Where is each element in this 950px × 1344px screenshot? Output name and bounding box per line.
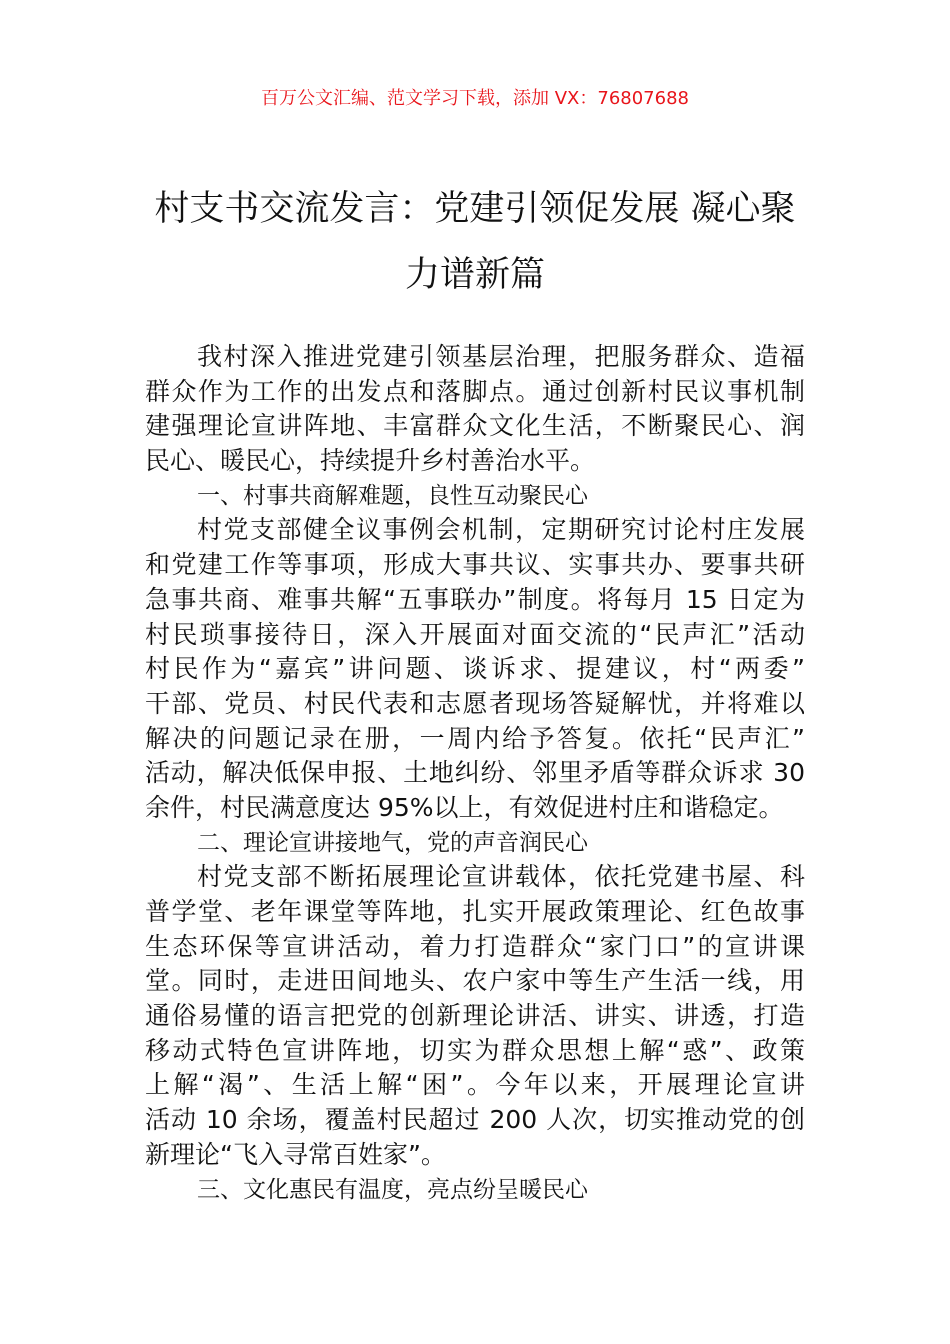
paragraph-line: 通俗易懂的语言把党的创新理论讲活、讲实、讲透，打造 bbox=[145, 1001, 805, 1031]
paragraph-line: 普学堂、老年课堂等阵地，扎实开展政策理论、红色故事 bbox=[145, 897, 805, 926]
document-body bbox=[145, 340, 805, 1207]
paragraph-line: 堂。同时，走进田间地头、农户家中等生产生活一线，用 bbox=[145, 966, 805, 996]
paragraph-line: 建强理论宣讲阵地、丰富群众文化生活，不断聚民心、润 bbox=[145, 411, 805, 441]
document-title bbox=[140, 176, 810, 308]
section-heading: 二、理论宣讲接地气，党的声音润民心 bbox=[197, 829, 588, 856]
paragraph-line: 上解“渴”、生活上解“困”。今年以来，开展理论宣讲 bbox=[145, 1070, 805, 1100]
paragraph-line: 村党支部不断拓展理论宣讲载体，依托党建书屋、科 bbox=[197, 862, 805, 892]
paragraph-line: 急事共商、难事共解“五事联办”制度。将每月 15 日定为 bbox=[145, 584, 805, 614]
paragraph-line: 民心、暖民心，持续提升乡村善治水平。 bbox=[145, 446, 596, 476]
paragraph-line: 村党支部健全议事例会机制，定期研究讨论村庄发展 bbox=[197, 515, 805, 545]
section-heading: 三、文化惠民有温度，亮点纷呈暖民心 bbox=[197, 1176, 588, 1203]
paragraph-line: 新理论“飞入寻常百姓家”。 bbox=[145, 1139, 446, 1169]
paragraph-line: 余件，村民满意度达 95%以上，有效促进村庄和谐稳定。 bbox=[145, 792, 784, 822]
paragraph bbox=[145, 860, 805, 1172]
paragraph-line: 干部、党员、村民代表和志愿者现场答疑解忧，并将难以 bbox=[145, 688, 805, 718]
paragraph-line: 我村深入推进党建引领基层治理，把服务群众、造福 bbox=[197, 342, 805, 371]
paragraph-line: 村民作为“嘉宾”讲问题、谈诉求、提建议，村“两委” bbox=[145, 654, 805, 684]
paragraph-line: 群众作为工作的出发点和落脚点。通过创新村民议事机制 bbox=[145, 376, 805, 406]
section-heading: 一、村事共商解难题，良性互动聚民心 bbox=[197, 482, 588, 509]
paragraph-line: 村民琐事接待日，深入开展面对面交流的“民声汇”活动 bbox=[145, 619, 805, 649]
title-line: 力谱新篇 bbox=[404, 255, 545, 295]
paragraph-line: 移动式特色宣讲阵地，切实为群众思想上解“惑”、政策 bbox=[145, 1035, 805, 1065]
watermark-banner: 百万公文汇编、范文学习下载，添加 VX：76807688 bbox=[261, 88, 689, 109]
title-line: 村支书交流发言：党建引领促发展 凝心聚 bbox=[154, 189, 796, 229]
paragraph-line: 生态环保等宣讲活动，着力打造群众“家门口”的宣讲课 bbox=[145, 931, 805, 961]
paragraph-line: 和党建工作等事项，形成大事共议、实事共办、要事共研 bbox=[145, 550, 805, 580]
paragraph bbox=[145, 340, 805, 479]
paragraph-line: 活动 10 余场，覆盖村民超过 200 人次，切实推动党的创 bbox=[145, 1105, 805, 1135]
paragraph bbox=[145, 513, 805, 825]
paragraph-line: 解决的问题记录在册，一周内给予答复。依托“民声汇” bbox=[145, 723, 805, 753]
paragraph-line: 活动，解决低保申报、土地纠纷、邻里矛盾等群众诉求 30 bbox=[145, 758, 805, 788]
